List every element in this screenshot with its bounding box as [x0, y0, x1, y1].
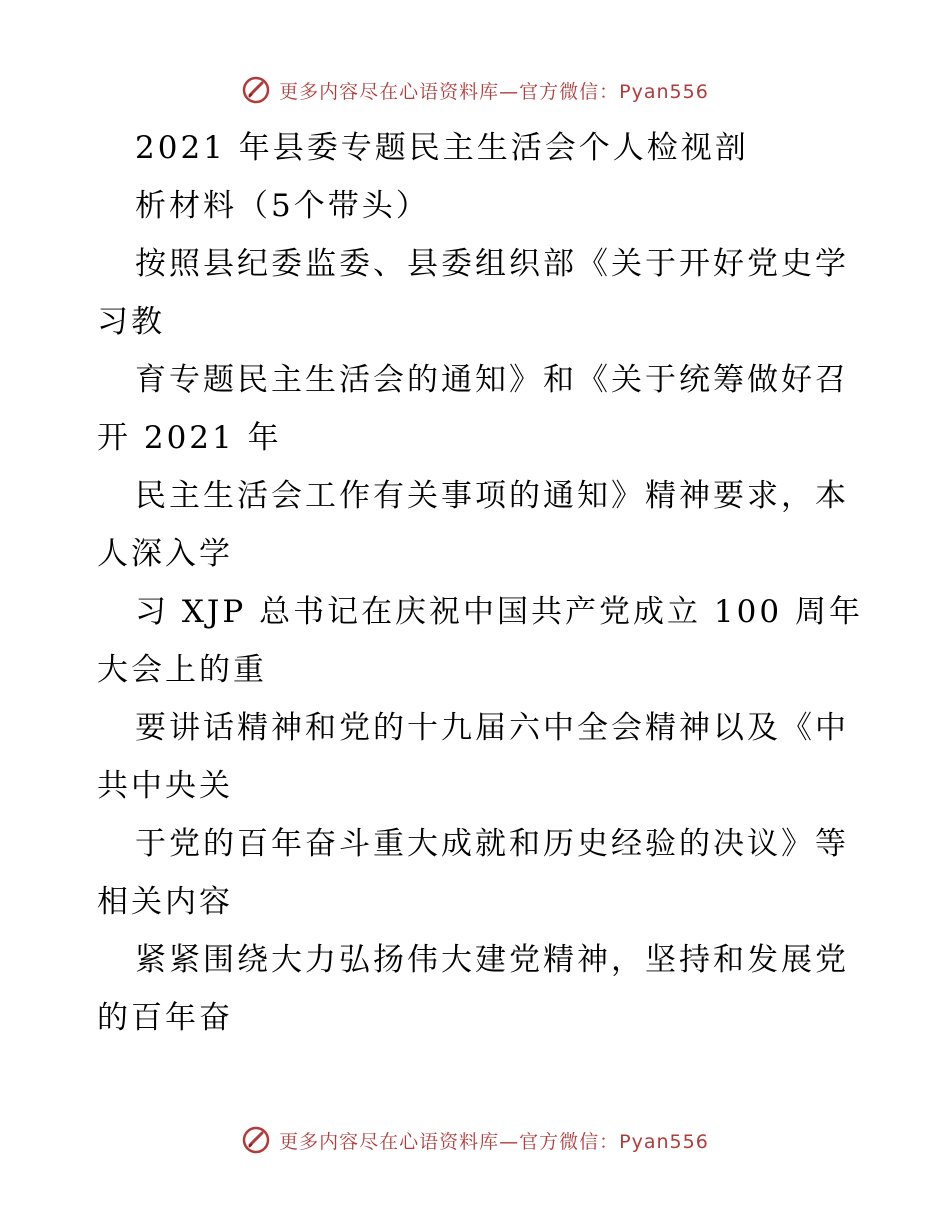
doc-title-line-1: 2021 年县委专题民主生活会个人检视剖	[135, 130, 749, 166]
doc-paragraph-line: 大会上的重	[97, 652, 267, 688]
doc-paragraph-line: 开 2021 年	[97, 420, 282, 456]
doc-paragraph-line: 育专题民主生活会的通知》和《关于统筹做好召	[135, 362, 849, 398]
doc-paragraph-line: 按照县纪委监委、县委组织部《关于开好党史学	[135, 246, 849, 282]
watermark-logo-icon	[241, 1125, 271, 1155]
doc-paragraph-line: 习教	[97, 304, 165, 340]
watermark-logo-icon	[241, 75, 271, 105]
doc-paragraph-line: 民主生活会工作有关事项的通知》精神要求，本	[135, 478, 849, 514]
footer-watermark	[0, 1120, 950, 1160]
doc-paragraph-line: 紧紧围绕大力弘扬伟大建党精神，坚持和发展党	[135, 942, 849, 978]
doc-paragraph-line: 人深入学	[97, 536, 233, 572]
doc-paragraph-line: 的百年奋	[97, 1000, 233, 1036]
watermark-text: 更多内容尽在心语资料库—官方微信：Pyan556	[279, 1130, 709, 1153]
watermark-text: 更多内容尽在心语资料库—官方微信：Pyan556	[279, 80, 709, 103]
doc-paragraph-line: 相关内容	[97, 884, 233, 920]
doc-paragraph-line: 于党的百年奋斗重大成就和历史经验的决议》等	[135, 826, 849, 862]
header-watermark	[0, 70, 950, 110]
doc-paragraph-line: 共中央关	[97, 768, 233, 804]
doc-paragraph-line: 要讲话精神和党的十九届六中全会精神以及《中	[135, 710, 849, 746]
doc-title-line-2: 析材料（5个带头）	[135, 188, 430, 224]
doc-paragraph-line: 习 XJP 总书记在庆祝中国共产党成立 100 周年	[135, 594, 863, 630]
